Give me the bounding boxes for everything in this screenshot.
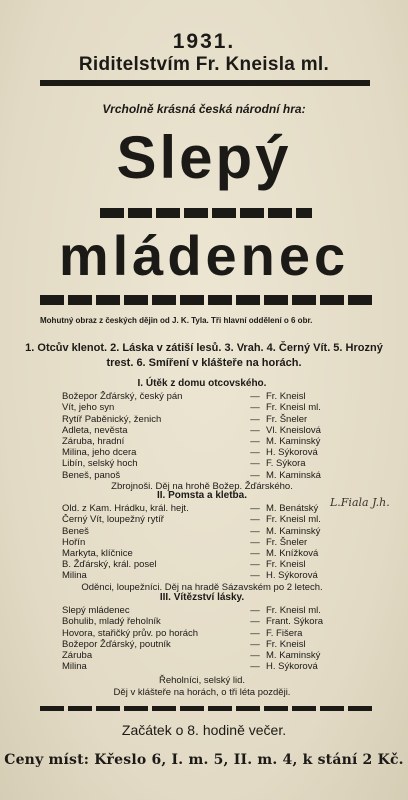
cast-role: Hořín [62,536,86,548]
cast-dash: — [250,605,260,617]
cast-dash: — [250,661,260,673]
play-title-line1: Slepý [116,124,292,191]
cast-role: Old. z Kam. Hrádku, král. hejt. [62,503,189,515]
cast-dash: — [250,413,260,425]
section-heading: I. Útěk z domu otcovského. [137,378,267,389]
section-note-2: Děj v klášteře na horách, o tři léta později. [113,686,291,698]
cast-role: Bohulib, mladý řeholník [62,616,161,628]
cast-actor: F. Fišera [266,627,303,639]
cast-actor: Frant. Sýkora [266,616,324,628]
cast-dash: — [250,436,260,448]
cast-dash: — [250,391,260,403]
section-note: Oděnci, loupežníci. Děj na hradě Sázavském po 2 letech. [81,581,323,593]
cast-actor: H. Sýkorová [266,447,318,459]
cast-dash: — [250,650,260,662]
cast-role: Záruba, hradní [62,436,125,448]
cast-row [62,639,342,650]
acts-line-2: trest. 6. Smíření v klášteře na horách. [106,357,302,369]
cast-role: Beneš, panoš [62,469,121,481]
cast-role: Milina, jeho dcera [62,447,137,459]
cast-row [62,402,342,413]
section-2 [62,490,342,593]
cast-actor: Fr. Kneisl [266,391,306,403]
cast-row [62,661,342,672]
cast-dash: — [250,447,260,459]
cast-actor: M. Kaminský [266,650,321,662]
cast-row [62,425,342,436]
cast-row [62,548,342,559]
cast-dash: — [250,548,260,560]
cast-dash: — [250,424,260,436]
cast-row [62,447,342,458]
cast-dash: — [250,616,260,628]
cast-dash: — [250,627,260,639]
cast-actor: Fr. Šneler [266,413,308,425]
director-line: Riditelstvím Fr. Kneisla ml. [78,54,330,75]
cast-row [62,470,342,481]
cast-actor: Fr. Kneisl ml. [266,605,321,617]
cast-actor: H. Sýkorová [266,661,318,673]
cast-role: Milina [62,661,87,673]
cast-actor: H. Sýkorová [266,570,318,582]
cast-row [62,458,342,469]
cast-row [62,503,342,514]
cast-dash: — [250,559,260,571]
cast-role: Hovora, stařičký prův. po horách [62,627,199,639]
cast-role: Slepý mládenec [62,605,130,617]
poster-year: 1931. [172,30,236,53]
cast-actor: M. Benátský [266,503,319,515]
cast-role: Milina [62,570,87,582]
section-heading: II. Pomsta a kletba. [156,490,248,501]
cast-actor: Fr. Kneisl [266,559,306,571]
cast-actor: Fr. Šneler [266,536,308,548]
acts-list [0,341,408,371]
header-rule [40,80,370,86]
cast-role: Libín, selský hoch [62,458,138,470]
cast-row [62,526,342,537]
cast-dash: — [250,458,260,470]
cast-actor: Fr. Kneisl [266,638,306,650]
cast-actor: M. Kaminský [266,436,321,448]
start-time: Začátek o 8. hodině večer. [121,722,287,738]
cast-dash: — [250,402,260,414]
section-3 [62,592,342,698]
cast-actor: M. Kaminská [266,469,321,481]
cast-dash: — [250,570,260,582]
section-note: Zbrojnoši. Děj na hrohě Božep. Žďárského. [111,480,293,492]
cast-row [62,537,342,548]
section-1 [62,378,342,492]
cast-role: Vít, jeho syn [62,402,115,414]
footer-divider [40,706,372,711]
acts-line-1: 1. Otcův klenot. 2. Láska v zátiší lesů. 3. Vrah. 4. Černý Vít. 5. Hrozný [25,342,383,354]
play-tagline: Mohutný obraz z českých dějin od J. K. Tyla. Tři hlavní oddělení o 6 obr. [40,316,313,325]
cast-row [62,570,342,581]
cast-row [62,391,342,402]
ticket-prices: Ceny míst: Křeslo 6, I. m. 5, II. m. 4, k stání 2 Kč. [4,752,404,768]
cast-role: B. Žďárský, král. posel [62,559,157,571]
cast-role: Markyta, klíčnice [62,548,133,560]
cast-role: Adleta, nevěsta [62,424,128,436]
cast-actor: Fr. Kneisl ml. [266,514,321,526]
cast-row [62,436,342,447]
cast-role: Božepor Žďárský, český pán [62,391,183,403]
play-subtitle: Vrcholně krásná česká národní hra: [102,102,306,116]
cast-role: Rytíř Paběnický, ženich [62,413,162,425]
cast-actor: F. Sýkora [266,458,306,470]
cast-row [62,559,342,570]
cast-dash: — [250,525,260,537]
title-divider-2 [40,295,372,305]
cast-row [62,616,342,627]
cast-actor: M. Knížková [266,548,319,560]
cast-role: Beneš [62,525,89,537]
title-divider-1 [100,208,312,218]
cast-row [62,628,342,639]
cast-role: Černý Vít, loupežný rytíř [62,514,164,526]
section-note: Řeholníci, selský lid. [158,675,246,687]
cast-role: Záruba [62,650,93,662]
cast-row [62,650,342,661]
cast-dash: — [250,503,260,515]
cast-role: Božepor Žďárský, poutník [62,638,171,650]
cast-dash: — [250,469,260,481]
cast-dash: — [250,638,260,650]
cast-actor: M. Kaminský [266,525,321,537]
cast-dash: — [250,536,260,548]
section-heading: III. Vítězství lásky. [159,592,245,603]
cast-row [62,414,342,425]
handwritten-annotation: L.Fiala J.h. [330,496,390,509]
cast-actor: Fr. Kneisl ml. [266,402,321,414]
play-title-line2: mládenec [58,224,350,287]
cast-row [62,514,342,525]
cast-actor: Vl. Kneislová [266,424,321,436]
cast-dash: — [250,514,260,526]
cast-row [62,605,342,616]
